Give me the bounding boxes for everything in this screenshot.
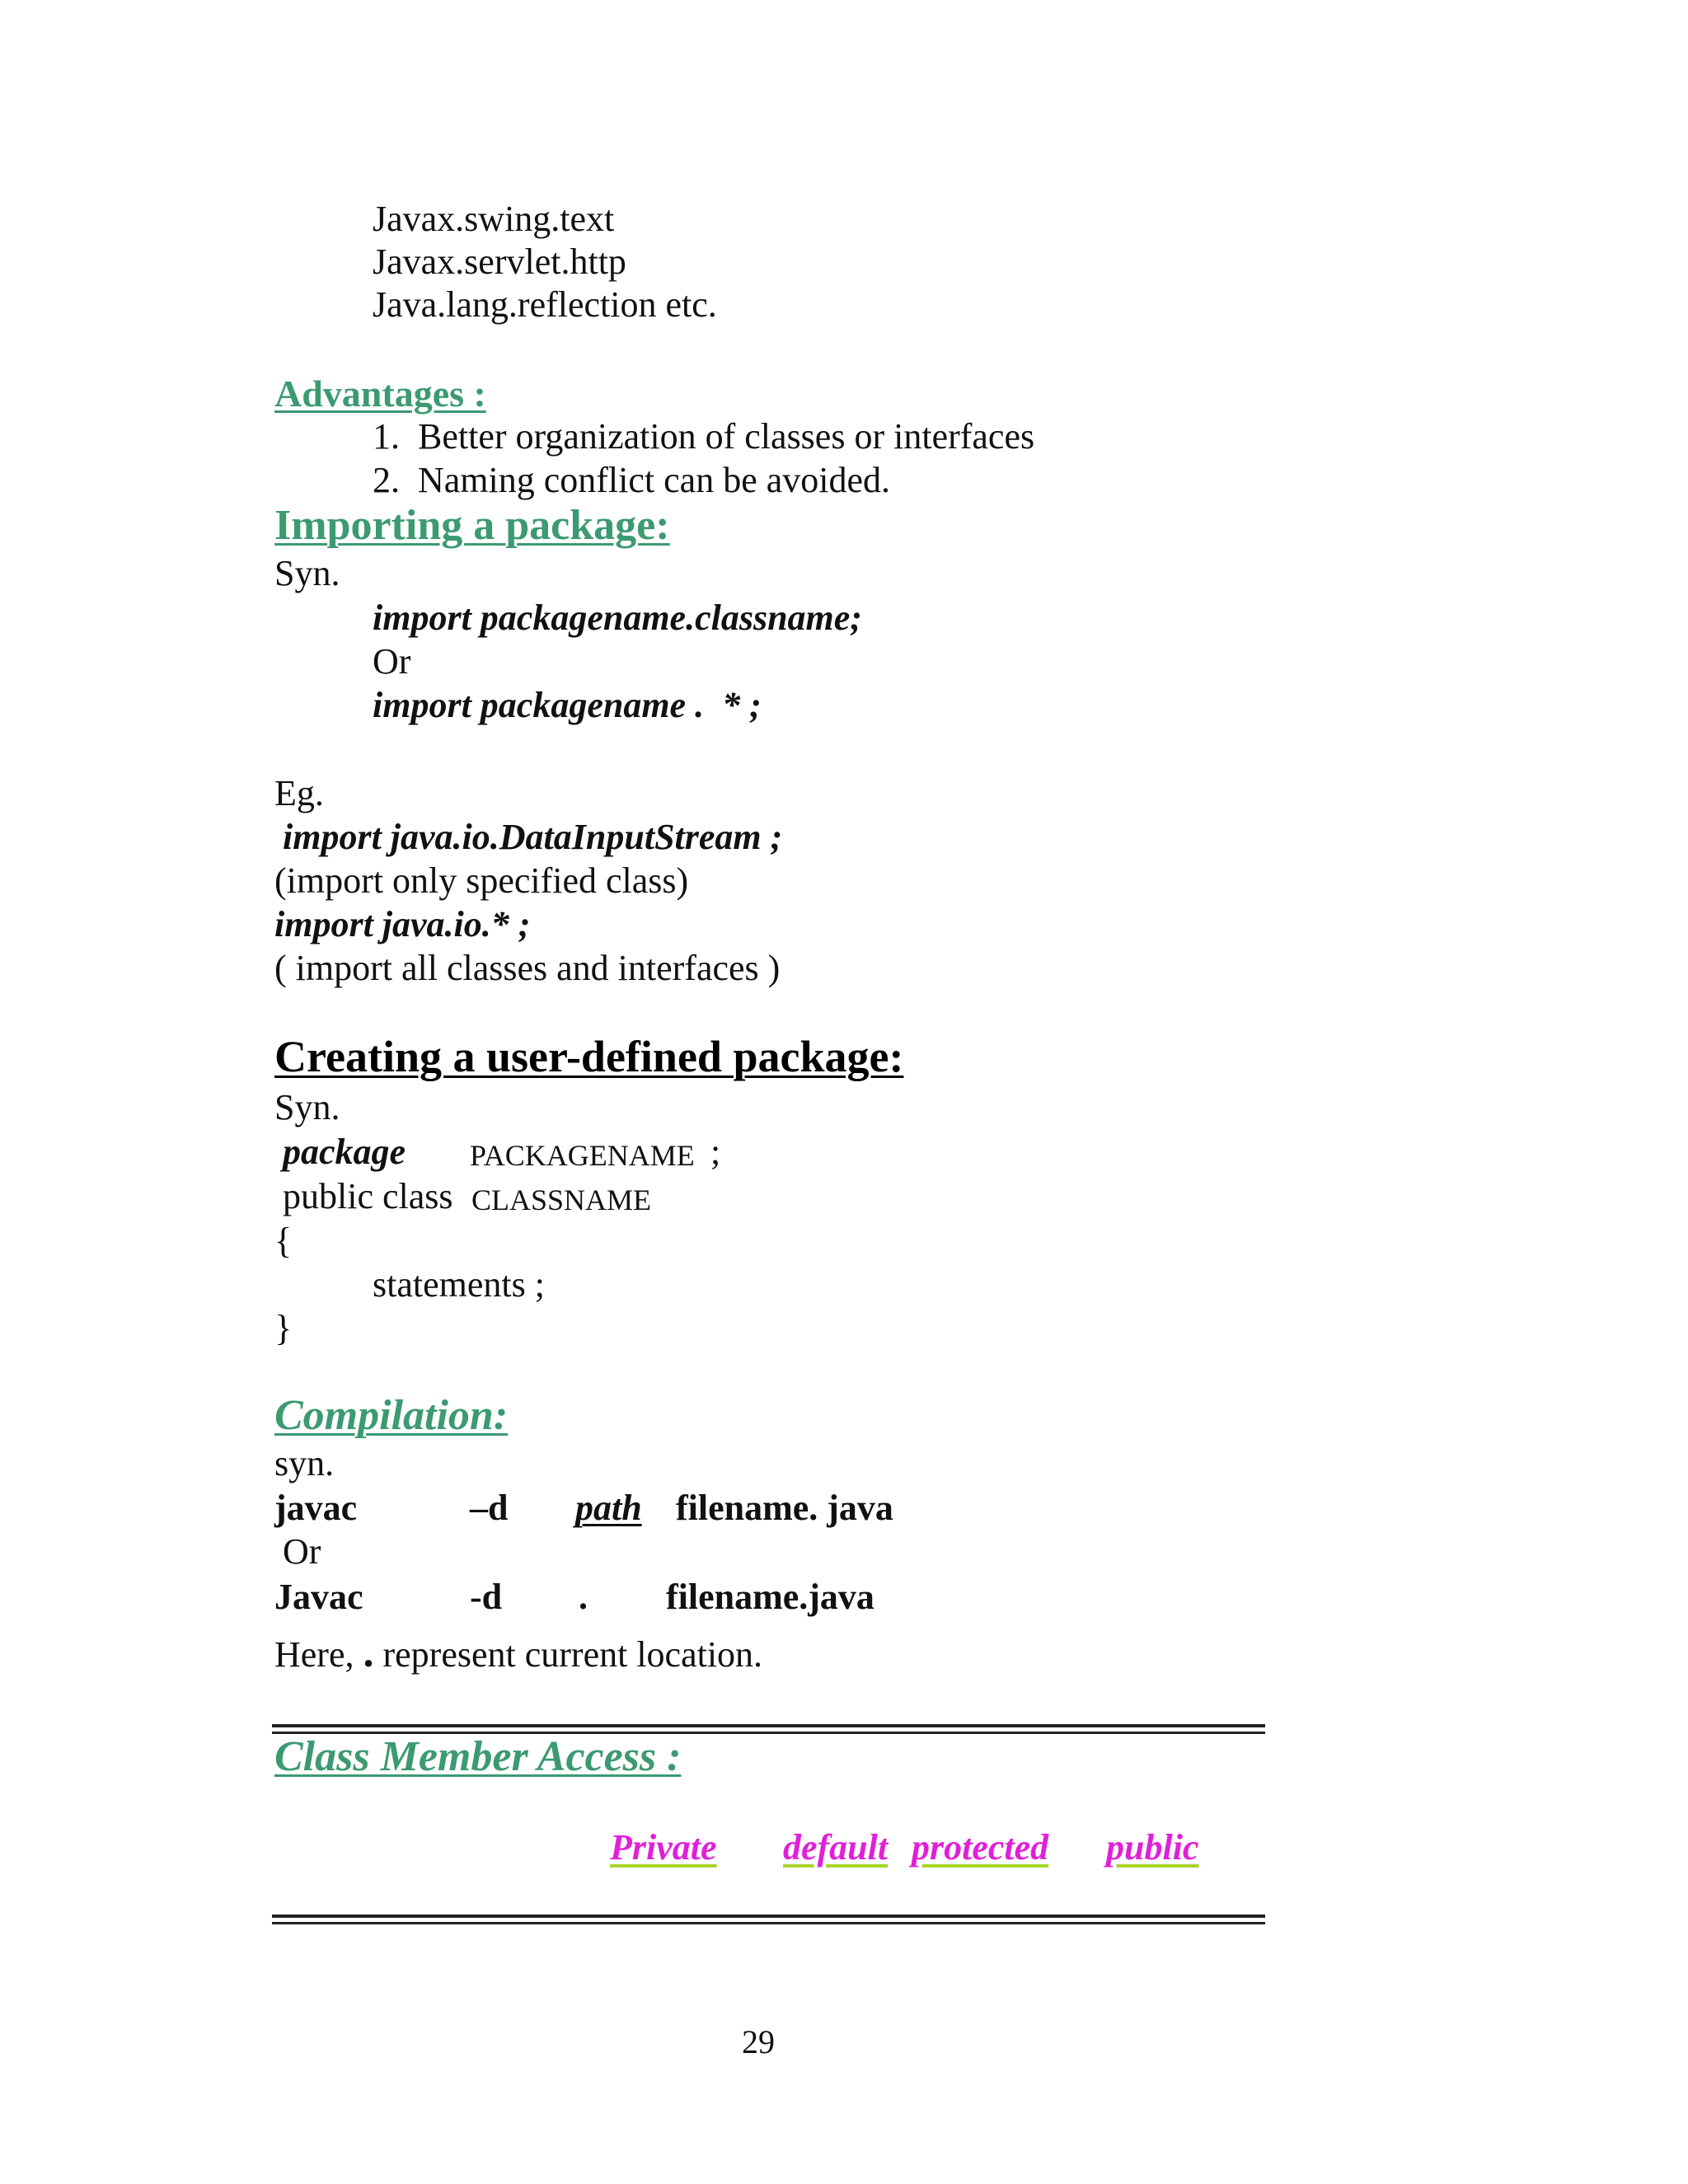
import-example-datainputstream: import java.io.DataInputStream ;	[283, 817, 783, 857]
here-note-text: represent current location.	[382, 1634, 763, 1675]
table-bottom-rule-1	[272, 1915, 1265, 1918]
package-item-servlet-http: Javax.servlet.http	[373, 241, 626, 282]
package-keyword: package	[283, 1132, 406, 1172]
package-name-placeholder: PACKAGENAME	[470, 1139, 695, 1172]
cmd2-dot: .	[579, 1577, 588, 1617]
package-item-lang-reflection: Java.lang.reflection etc.	[373, 284, 717, 325]
cmd1-path: path	[575, 1488, 642, 1528]
here-label: Here,	[274, 1634, 354, 1675]
cmd1-filename: filename. java	[676, 1488, 893, 1528]
public-class-keyword: public class	[283, 1176, 453, 1216]
importing-heading: Importing a package:	[274, 502, 670, 549]
class-member-access-heading: Class Member Access :	[274, 1733, 682, 1780]
statements-line: statements ;	[373, 1264, 545, 1305]
import-form-classname: import packagename.classname;	[373, 598, 862, 638]
class-name-placeholder: CLASSNAME	[471, 1183, 652, 1216]
cmd2-filename: filename.java	[666, 1577, 874, 1617]
access-column-protected: protected	[912, 1827, 1049, 1868]
advantages-heading: Advantages :	[274, 373, 486, 415]
compilation-heading: Compilation:	[274, 1392, 509, 1439]
cmd2-d-flag: -d	[470, 1577, 503, 1617]
here-note-line	[274, 1629, 763, 1676]
table-top-rule-1	[272, 1724, 1265, 1727]
current-location-dot: .	[363, 1629, 374, 1676]
close-brace: }	[274, 1308, 293, 1348]
page-number: 29	[742, 2023, 775, 2060]
compilation-or: Or	[283, 1531, 321, 1572]
package-semicolon: ;	[710, 1132, 721, 1172]
package-item-swing-text: Javax.swing.text	[373, 199, 615, 239]
table-bottom-rule-2	[272, 1922, 1265, 1924]
open-brace: {	[274, 1221, 293, 1261]
import-example-1-note: (import only specified class)	[274, 860, 689, 901]
import-example-wildcard: import java.io.* ;	[274, 904, 531, 944]
compilation-syn: syn.	[274, 1443, 335, 1483]
access-column-private: Private	[610, 1827, 717, 1868]
advantage-item-1: 1. Better organization of classes or interfaces	[373, 416, 1035, 457]
creating-heading: Creating a user-defined package:	[274, 1032, 904, 1081]
importing-or: Or	[373, 641, 411, 682]
access-column-default: default	[783, 1827, 889, 1868]
advantage-item-2: 2. Naming conflict can be avoided.	[373, 460, 891, 500]
importing-syn: Syn.	[274, 553, 340, 593]
import-example-2-note: ( import all classes and interfaces )	[274, 948, 781, 988]
access-column-public: public	[1106, 1827, 1199, 1868]
cmd1-javac: javac	[274, 1488, 358, 1528]
importing-eg: Eg.	[274, 773, 324, 813]
creating-syn: Syn.	[274, 1087, 340, 1127]
cmd1-d-flag: –d	[470, 1488, 509, 1528]
cmd2-javac: Javac	[274, 1577, 363, 1617]
import-form-wildcard: import packagename . * ;	[373, 685, 762, 725]
